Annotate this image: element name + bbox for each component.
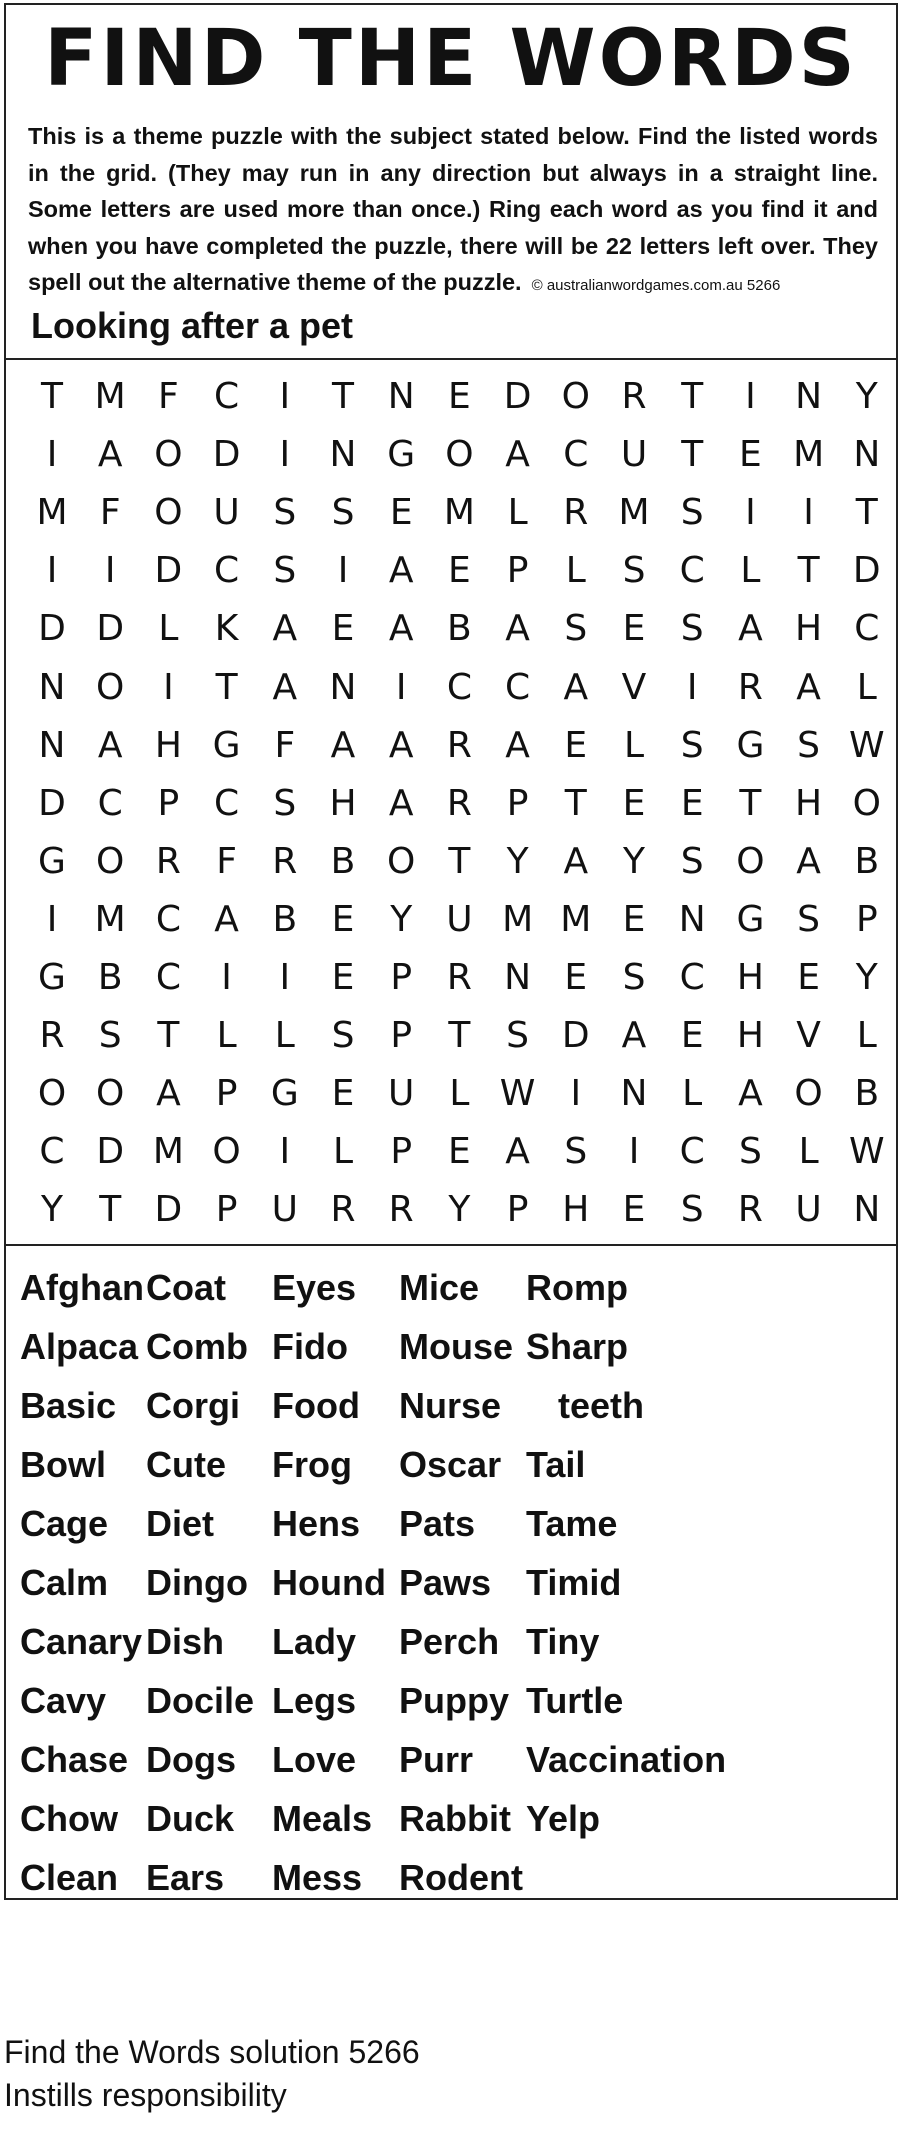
- letter-grid: [24, 368, 884, 1238]
- grid-letter[interactable]: I: [803, 492, 814, 534]
- grid-letter[interactable]: E: [331, 957, 355, 998]
- grid-letter[interactable]: K: [214, 608, 239, 650]
- grid-letter[interactable]: I: [279, 376, 291, 417]
- grid-letter[interactable]: S: [273, 550, 297, 592]
- grid-letter[interactable]: A: [796, 840, 821, 882]
- word-item: Bowl: [20, 1444, 106, 1485]
- word-item: Nurse: [399, 1385, 502, 1426]
- grid-letter[interactable]: T: [41, 376, 63, 417]
- puzzle-header: [6, 5, 896, 360]
- grid-letter[interactable]: P: [506, 1189, 529, 1231]
- grid-letter[interactable]: N: [387, 376, 415, 417]
- word-item: Tame: [526, 1503, 618, 1544]
- grid-letter[interactable]: L: [565, 550, 586, 592]
- grid-letter[interactable]: O: [561, 376, 590, 417]
- grid-letter[interactable]: H: [736, 1015, 764, 1057]
- grid-letter[interactable]: P: [390, 1131, 413, 1173]
- word-item: Dish: [146, 1621, 225, 1662]
- grid-letter[interactable]: B: [447, 608, 472, 650]
- grid-letter[interactable]: F: [158, 376, 179, 417]
- grid-letter[interactable]: T: [215, 666, 238, 708]
- grid-letter[interactable]: N: [38, 724, 66, 766]
- word-item: Rabbit: [399, 1798, 511, 1839]
- grid-letter[interactable]: M: [502, 898, 534, 940]
- grid-letter[interactable]: C: [563, 434, 589, 476]
- word-item: Ears: [146, 1857, 225, 1898]
- grid-letter[interactable]: L: [332, 1131, 354, 1173]
- word-column: [20, 1258, 144, 1907]
- grid-letter[interactable]: D: [96, 608, 125, 650]
- grid-letter[interactable]: N: [38, 666, 66, 708]
- grid-letter[interactable]: C: [214, 782, 240, 824]
- word-item: Rodent: [399, 1857, 523, 1898]
- grid-letter[interactable]: E: [331, 1073, 355, 1115]
- instructions-text: This is a theme puzzle with the subject stated below. Find the listed words in the grid. (They may run in any direction but always in a straight line. Some letters are used more than once.) Ring each word as you find it and when you have completed the puzzle, there will be 22 letters left over. They spell out the alternative theme of the puzzle.: [28, 123, 878, 295]
- page-title: FIND THE WORDS: [44, 14, 858, 104]
- grid-letter[interactable]: N: [329, 666, 357, 708]
- grid-letter[interactable]: C: [39, 1131, 65, 1173]
- grid-letter[interactable]: L: [798, 1131, 819, 1173]
- grid-letter[interactable]: S: [331, 492, 355, 534]
- grid-letter[interactable]: L: [216, 1015, 237, 1057]
- word-item: Docile: [146, 1680, 255, 1721]
- solution-title: Find the Words solution 5266: [4, 2034, 420, 2070]
- grid-letter[interactable]: R: [737, 666, 763, 708]
- grid-letter[interactable]: A: [97, 724, 123, 766]
- word-item: Meals: [272, 1798, 373, 1839]
- grid-letter[interactable]: D: [96, 1131, 125, 1173]
- grid-letter[interactable]: S: [797, 724, 821, 766]
- grid-letter[interactable]: U: [271, 1189, 298, 1231]
- grid-letter[interactable]: I: [163, 666, 174, 708]
- grid-letter[interactable]: N: [853, 1189, 881, 1231]
- grid-letter[interactable]: O: [387, 840, 416, 882]
- grid-letter[interactable]: L: [449, 1073, 470, 1115]
- grid-letter[interactable]: W: [848, 1131, 885, 1173]
- grid-letter[interactable]: I: [46, 550, 58, 592]
- grid-letter[interactable]: N: [795, 376, 823, 417]
- grid-letter[interactable]: T: [681, 434, 704, 476]
- grid-letter[interactable]: O: [96, 1073, 125, 1115]
- grid-letter[interactable]: M: [94, 898, 126, 940]
- grid-letter[interactable]: I: [46, 434, 58, 476]
- grid-letter[interactable]: C: [679, 957, 705, 998]
- grid-letter[interactable]: F: [99, 492, 121, 534]
- grid-letter[interactable]: A: [505, 608, 530, 650]
- grid-letter[interactable]: P: [506, 782, 529, 824]
- word-item: Mess: [272, 1857, 363, 1898]
- grid-letter[interactable]: L: [274, 1015, 295, 1057]
- grid-letter[interactable]: R: [621, 376, 647, 417]
- grid-letter[interactable]: G: [38, 840, 66, 882]
- word-item: Afghan: [20, 1267, 144, 1308]
- grid-letter[interactable]: Y: [855, 376, 878, 417]
- grid-letter[interactable]: B: [854, 840, 880, 882]
- grid-letter[interactable]: H: [736, 957, 764, 998]
- solution-answer: Instills responsibility: [4, 2077, 287, 2113]
- credit: © australianwordgames.com.au 5266: [531, 277, 781, 294]
- grid-letter[interactable]: P: [506, 550, 529, 592]
- grid-letter[interactable]: T: [157, 1015, 180, 1057]
- grid-letter[interactable]: V: [796, 1015, 821, 1057]
- grid-letter[interactable]: T: [855, 492, 878, 534]
- grid-letter[interactable]: I: [279, 1131, 291, 1173]
- grid-letter[interactable]: O: [445, 434, 474, 476]
- word-item: Dingo: [146, 1562, 248, 1603]
- grid-letter[interactable]: A: [97, 434, 123, 476]
- grid-letter[interactable]: P: [390, 957, 413, 998]
- grid-letter[interactable]: C: [854, 608, 880, 650]
- grid-letter[interactable]: N: [678, 898, 706, 940]
- grid-letter[interactable]: C: [155, 898, 181, 940]
- grid-letter[interactable]: P: [855, 898, 878, 940]
- grid-letter[interactable]: U: [620, 434, 648, 476]
- grid-letter[interactable]: E: [739, 434, 762, 476]
- word-item: Yelp: [526, 1798, 601, 1839]
- grid-letter[interactable]: E: [448, 1131, 471, 1173]
- word-item: Fido: [272, 1326, 348, 1367]
- grid-letter[interactable]: D: [154, 1189, 183, 1231]
- grid-letter[interactable]: D: [154, 550, 183, 592]
- grid-letter[interactable]: I: [337, 550, 349, 592]
- grid-letter[interactable]: O: [794, 1073, 823, 1115]
- word-item: Hound: [272, 1562, 386, 1603]
- grid-letter[interactable]: A: [330, 724, 356, 766]
- grid-letter[interactable]: S: [680, 608, 704, 650]
- grid-letter[interactable]: R: [446, 957, 472, 998]
- word-item: Corgi: [146, 1385, 240, 1426]
- word-item: Dogs: [146, 1739, 236, 1780]
- word-item: Diet: [146, 1503, 215, 1544]
- puzzle-subject: Looking after a pet: [31, 305, 354, 346]
- grid-letter[interactable]: F: [216, 840, 237, 882]
- grid-letter[interactable]: P: [157, 782, 180, 824]
- grid-letter[interactable]: S: [273, 492, 297, 534]
- grid-letter[interactable]: A: [505, 434, 530, 476]
- word-item: Chase: [20, 1739, 129, 1780]
- word-item: Mouse: [399, 1326, 514, 1367]
- grid-letter[interactable]: M: [618, 492, 650, 534]
- word-column: [399, 1258, 523, 1907]
- grid-letter[interactable]: T: [681, 376, 704, 417]
- grid-letter[interactable]: E: [680, 782, 704, 824]
- word-item: Duck: [146, 1798, 235, 1839]
- word-item: Food: [272, 1385, 360, 1426]
- grid-letter[interactable]: R: [155, 840, 181, 882]
- grid-letter[interactable]: T: [332, 376, 354, 417]
- grid-letter[interactable]: A: [272, 666, 298, 708]
- grid-letter[interactable]: I: [395, 666, 407, 708]
- grid-letter[interactable]: O: [37, 1073, 67, 1115]
- grid-letter[interactable]: Y: [448, 1189, 471, 1231]
- grid-letter[interactable]: R: [330, 1189, 356, 1231]
- grid-letter[interactable]: S: [622, 957, 646, 998]
- grid-letter[interactable]: T: [797, 550, 820, 592]
- grid-letter[interactable]: E: [622, 1189, 646, 1231]
- grid-letter[interactable]: S: [797, 898, 821, 940]
- grid-letter[interactable]: D: [38, 608, 66, 650]
- grid-letter[interactable]: W: [499, 1073, 536, 1115]
- word-item: Frog: [272, 1444, 352, 1485]
- grid-letter[interactable]: S: [680, 840, 704, 882]
- word-column: [146, 1258, 254, 1907]
- grid-letter[interactable]: D: [38, 782, 66, 824]
- grid-letter[interactable]: D: [852, 550, 881, 592]
- grid-letter[interactable]: T: [448, 840, 471, 882]
- grid-letter[interactable]: E: [564, 724, 588, 766]
- grid-letter[interactable]: T: [99, 1189, 122, 1231]
- word-item: Comb: [146, 1326, 248, 1367]
- word-item: Oscar: [399, 1444, 502, 1485]
- word-item: Calm: [20, 1562, 109, 1603]
- grid-letter[interactable]: A: [505, 724, 530, 766]
- grid-letter[interactable]: B: [97, 957, 123, 998]
- grid-letter[interactable]: D: [212, 434, 241, 476]
- grid-letter[interactable]: B: [330, 840, 356, 882]
- grid-letter[interactable]: T: [739, 782, 762, 824]
- grid-letter[interactable]: A: [505, 1131, 530, 1173]
- grid-letter[interactable]: A: [388, 550, 414, 592]
- grid-letter[interactable]: E: [680, 1015, 704, 1057]
- grid-letter[interactable]: S: [738, 1131, 762, 1173]
- grid-letter[interactable]: R: [737, 1189, 763, 1231]
- word-item: Clean: [20, 1857, 119, 1898]
- grid-letter[interactable]: A: [388, 724, 414, 766]
- word-item: Paws: [399, 1562, 492, 1603]
- grid-letter[interactable]: C: [505, 666, 531, 708]
- word-item: Eyes: [272, 1267, 357, 1308]
- grid-letter[interactable]: O: [852, 782, 881, 824]
- solution-block: [4, 2031, 420, 2117]
- grid-letter[interactable]: A: [738, 1073, 763, 1115]
- grid-letter[interactable]: I: [745, 376, 756, 417]
- grid-letter[interactable]: H: [329, 782, 357, 824]
- grid-letter[interactable]: I: [221, 957, 232, 998]
- grid-letter[interactable]: O: [96, 840, 125, 882]
- grid-letter[interactable]: P: [390, 1015, 413, 1057]
- grid-letter[interactable]: C: [679, 550, 705, 592]
- grid-letter[interactable]: H: [795, 608, 823, 650]
- grid-letter[interactable]: G: [736, 898, 765, 940]
- grid-letter[interactable]: U: [388, 1073, 415, 1115]
- grid-letter[interactable]: O: [736, 840, 765, 882]
- word-item: Love: [272, 1739, 357, 1780]
- grid-letter[interactable]: R: [272, 840, 298, 882]
- grid-letter[interactable]: E: [622, 608, 646, 650]
- grid-letter[interactable]: H: [154, 724, 182, 766]
- grid-letter[interactable]: B: [272, 898, 298, 940]
- grid-letter[interactable]: Y: [506, 840, 529, 882]
- grid-letter[interactable]: E: [448, 550, 471, 592]
- grid-letter[interactable]: A: [621, 1015, 647, 1057]
- grid-letter[interactable]: I: [745, 492, 756, 534]
- puzzle-box: [4, 3, 898, 1900]
- grid-letter[interactable]: D: [561, 1015, 590, 1057]
- grid-letter[interactable]: M: [560, 898, 592, 940]
- word-item: Canary: [20, 1621, 143, 1662]
- grid-letter[interactable]: C: [679, 1131, 705, 1173]
- grid-letter[interactable]: E: [797, 957, 820, 998]
- grid-letter[interactable]: R: [446, 782, 472, 824]
- grid-letter[interactable]: Y: [855, 957, 878, 998]
- grid-letter[interactable]: A: [563, 666, 589, 708]
- grid-letter[interactable]: I: [570, 1073, 582, 1115]
- grid-letter[interactable]: C: [97, 782, 123, 824]
- grid-letter[interactable]: I: [686, 666, 698, 708]
- grid-letter[interactable]: E: [622, 898, 646, 940]
- grid-letter[interactable]: R: [563, 492, 589, 534]
- grid-letter[interactable]: N: [853, 434, 881, 476]
- grid-letter[interactable]: B: [854, 1073, 880, 1115]
- grid-letter[interactable]: P: [215, 1073, 238, 1115]
- grid-letter[interactable]: V: [621, 666, 647, 708]
- grid-letter[interactable]: L: [682, 1073, 703, 1115]
- grid-letter[interactable]: W: [848, 724, 885, 766]
- grid-letter[interactable]: T: [564, 782, 587, 824]
- grid-letter[interactable]: I: [46, 898, 58, 940]
- word-item: Tiny: [526, 1621, 600, 1662]
- grid-letter[interactable]: O: [154, 434, 183, 476]
- grid-letter[interactable]: L: [158, 608, 179, 650]
- grid-letter[interactable]: H: [562, 1189, 590, 1231]
- grid-letter[interactable]: C: [214, 550, 240, 592]
- grid-letter[interactable]: N: [329, 434, 357, 476]
- grid-letter[interactable]: N: [620, 1073, 648, 1115]
- grid-letter[interactable]: E: [448, 376, 471, 417]
- grid-letter[interactable]: Y: [623, 840, 645, 882]
- grid-letter[interactable]: C: [446, 666, 472, 708]
- grid-letter[interactable]: O: [154, 492, 183, 534]
- word-item: Sharp: [526, 1326, 629, 1367]
- word-item: Chow: [20, 1798, 118, 1839]
- grid-letter[interactable]: Y: [41, 1189, 63, 1231]
- grid-letter[interactable]: A: [563, 840, 589, 882]
- grid-letter[interactable]: E: [331, 608, 355, 650]
- word-column: [526, 1258, 726, 1848]
- grid-letter[interactable]: I: [104, 550, 116, 592]
- grid-letter[interactable]: G: [212, 724, 241, 766]
- grid-letter[interactable]: G: [270, 1073, 299, 1115]
- grid-letter[interactable]: R: [446, 724, 472, 766]
- word-item: Turtle: [526, 1680, 624, 1721]
- word-column: [272, 1258, 386, 1907]
- grid-letter[interactable]: N: [504, 957, 532, 998]
- word-item: Perch: [399, 1621, 500, 1662]
- grid-letter[interactable]: I: [279, 434, 291, 476]
- grid-letter[interactable]: L: [856, 1015, 877, 1057]
- grid-letter[interactable]: M: [793, 434, 825, 476]
- word-item: Vaccination: [526, 1739, 727, 1780]
- word-item: Cute: [146, 1444, 226, 1485]
- grid-letter[interactable]: U: [446, 898, 473, 940]
- word-item: Coat: [146, 1267, 226, 1308]
- grid-letter[interactable]: R: [388, 1189, 414, 1231]
- grid-letter[interactable]: E: [622, 782, 646, 824]
- grid-letter[interactable]: I: [279, 957, 291, 998]
- word-item: Pats: [399, 1503, 476, 1544]
- grid-letter[interactable]: S: [680, 724, 704, 766]
- word-item: Legs: [272, 1680, 357, 1721]
- grid-letter[interactable]: M: [94, 376, 126, 417]
- instructions: [28, 118, 878, 305]
- grid-letter[interactable]: G: [736, 724, 765, 766]
- grid-letter[interactable]: E: [564, 957, 588, 998]
- grid-letter[interactable]: O: [96, 666, 125, 708]
- grid-letter[interactable]: S: [622, 550, 646, 592]
- grid-letter[interactable]: L: [623, 724, 645, 766]
- word-item: Cage: [20, 1503, 109, 1544]
- grid-letter[interactable]: S: [506, 1015, 530, 1057]
- grid-letter[interactable]: A: [272, 608, 298, 650]
- grid-letter[interactable]: H: [795, 782, 823, 824]
- grid-letter[interactable]: Y: [390, 898, 413, 940]
- grid-letter[interactable]: O: [212, 1131, 241, 1173]
- grid-letter[interactable]: A: [388, 608, 414, 650]
- grid-letter[interactable]: S: [273, 782, 297, 824]
- grid-letter[interactable]: A: [388, 782, 414, 824]
- grid-letter[interactable]: A: [214, 898, 239, 940]
- grid-letter[interactable]: C: [155, 957, 181, 998]
- word-item: teeth: [558, 1385, 645, 1426]
- grid-letter[interactable]: F: [274, 724, 296, 766]
- grid-letter[interactable]: M: [36, 492, 68, 534]
- word-item: Puppy: [399, 1680, 510, 1721]
- grid-letter[interactable]: L: [740, 550, 761, 592]
- grid-letter[interactable]: E: [389, 492, 413, 534]
- grid-letter[interactable]: A: [156, 1073, 181, 1115]
- word-item: Alpaca: [20, 1326, 139, 1367]
- grid-letter[interactable]: E: [331, 898, 355, 940]
- grid-letter[interactable]: M: [443, 492, 475, 534]
- word-item: Tail: [526, 1444, 586, 1485]
- word-item: Timid: [526, 1562, 622, 1603]
- grid-letter[interactable]: A: [738, 608, 763, 650]
- word-item: Mice: [399, 1267, 480, 1308]
- grid-letter[interactable]: P: [215, 1189, 238, 1231]
- grid-letter[interactable]: G: [38, 957, 66, 998]
- grid-letter[interactable]: L: [507, 492, 528, 534]
- grid-letter[interactable]: I: [628, 1131, 640, 1173]
- grid-letter[interactable]: R: [39, 1015, 65, 1057]
- grid-letter[interactable]: S: [564, 1131, 588, 1173]
- grid-letter[interactable]: S: [331, 1015, 355, 1057]
- word-item: Cavy: [20, 1680, 107, 1721]
- grid-letter[interactable]: T: [448, 1015, 471, 1057]
- grid-letter[interactable]: M: [152, 1131, 184, 1173]
- grid-letter[interactable]: U: [795, 1189, 822, 1231]
- grid-letter[interactable]: G: [387, 434, 416, 476]
- word-item: Hens: [272, 1503, 361, 1544]
- grid-letter[interactable]: C: [214, 376, 240, 417]
- word-item: Purr: [399, 1739, 474, 1780]
- grid-letter[interactable]: S: [98, 1015, 122, 1057]
- word-list: [6, 1244, 896, 1902]
- grid-letter[interactable]: L: [856, 666, 877, 708]
- grid-letter[interactable]: S: [680, 1189, 704, 1231]
- grid-letter[interactable]: U: [213, 492, 240, 534]
- word-item: Lady: [272, 1621, 357, 1662]
- grid-letter[interactable]: S: [680, 492, 704, 534]
- word-item: Romp: [526, 1267, 628, 1308]
- word-item: Basic: [20, 1385, 117, 1426]
- grid-letter[interactable]: A: [796, 666, 821, 708]
- grid-letter[interactable]: S: [564, 608, 588, 650]
- grid-letter[interactable]: D: [503, 376, 532, 417]
